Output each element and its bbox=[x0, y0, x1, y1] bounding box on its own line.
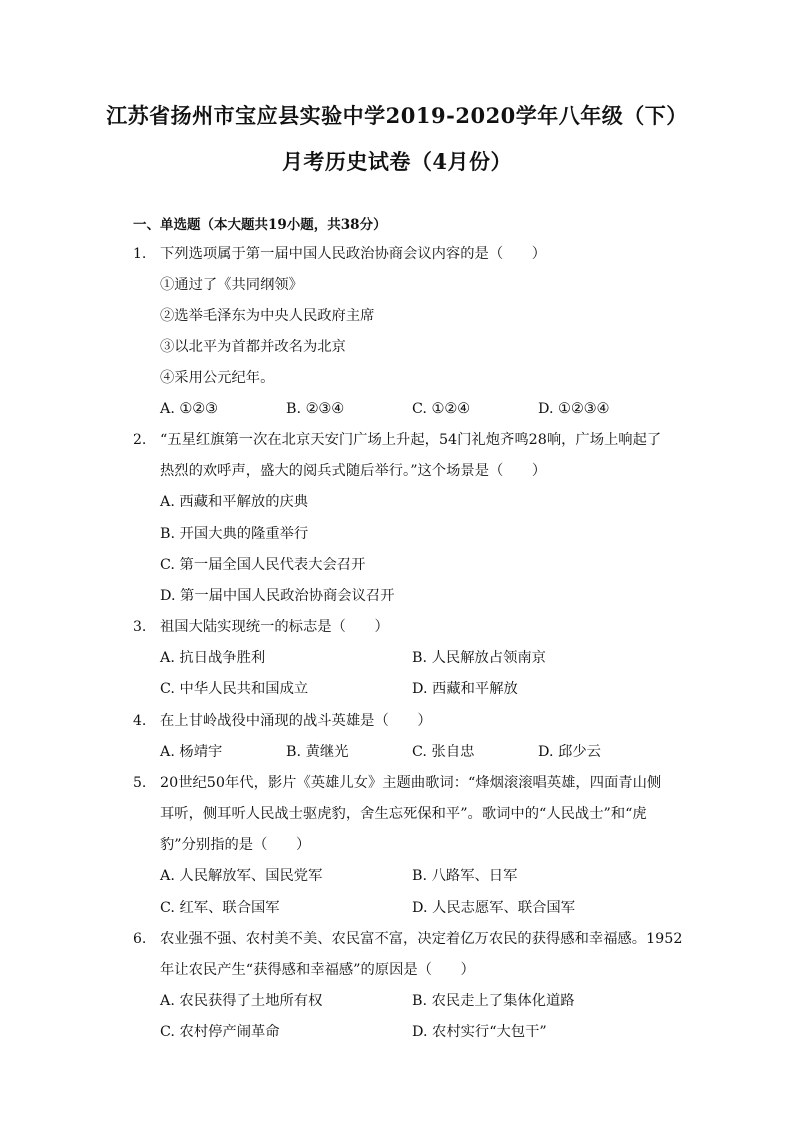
question-stem: 年让农民产生“获得感和幸福感”的原因是（ ） bbox=[160, 962, 475, 978]
option-b: B. 八路军、日军 bbox=[412, 868, 518, 884]
section-heading: 一、单选题（本大题共19小题，共38分） bbox=[133, 217, 387, 233]
option-d: D. 农村实行“大包干” bbox=[412, 1024, 547, 1040]
question-number: 3. bbox=[133, 619, 147, 635]
question-statement: ③以北平为首都并改名为北京 bbox=[160, 339, 346, 355]
question-statement: ②选举毛泽东为中央人民政府主席 bbox=[160, 308, 375, 324]
option-c: C. 中华人民共和国成立 bbox=[160, 681, 309, 697]
question-stem: 祖国大陆实现统一的标志是（ ） bbox=[160, 619, 389, 635]
option-a: A. 人民解放军、国民党军 bbox=[160, 868, 323, 884]
option-d: D. ①②③④ bbox=[538, 401, 610, 417]
question-stem: “五星红旗第一次在北京天安门广场上升起，54门礼炮齐鸣28响，广场上响起了 bbox=[160, 432, 662, 448]
question-stem: 豹”分别指的是（ ） bbox=[160, 837, 311, 853]
question-number: 1. bbox=[133, 246, 147, 262]
option-b: B. 开国大典的隆重举行 bbox=[160, 526, 309, 542]
option-b: B. 人民解放占领南京 bbox=[412, 650, 546, 666]
option-a: A. 抗日战争胜利 bbox=[160, 650, 266, 666]
question-stem: 农业强不强、农村美不美、农民富不富，决定着亿万农民的获得感和幸福感。1952 bbox=[160, 931, 683, 947]
option-b: B. 黄继光 bbox=[286, 744, 349, 760]
option-a: A. ①②③ bbox=[160, 401, 218, 417]
option-c: C. 农村停产闹革命 bbox=[160, 1024, 280, 1040]
question-statement: ④采用公元纪年。 bbox=[160, 370, 275, 386]
option-a: A. 杨靖宇 bbox=[160, 744, 223, 760]
page-title-line-2: 月考历史试卷（4月份） bbox=[281, 149, 513, 174]
option-c: C. 第一届全国人民代表大会召开 bbox=[160, 557, 366, 573]
option-d: D. 人民志愿军、联合国军 bbox=[412, 900, 576, 916]
question-stem: 热烈的欢呼声，盛大的阅兵式随后举行。”这个场景是（ ） bbox=[160, 463, 547, 479]
option-c: C. 张自忠 bbox=[412, 744, 475, 760]
question-stem: 耳听，侧耳听人民战士驱虎豹，舍生忘死保和平”。歌词中的“人民战士”和“虎 bbox=[160, 806, 647, 822]
option-c: C. 红军、联合国军 bbox=[160, 900, 280, 916]
question-stem: 下列选项属于第一届中国人民政治协商会议内容的是（ ） bbox=[160, 246, 547, 262]
option-d: D. 邱少云 bbox=[538, 744, 601, 760]
question-number: 6. bbox=[133, 931, 147, 947]
option-b: B. ②③④ bbox=[286, 401, 345, 417]
page-title-line-1: 江苏省扬州市宝应县实验中学2019-2020学年八年级（下） bbox=[106, 103, 688, 128]
question-number: 2. bbox=[133, 432, 147, 448]
question-number: 5. bbox=[133, 775, 147, 791]
question-stem: 20世纪50年代，影片《英雄儿女》主题曲歌词：“烽烟滚滚唱英雄，四面青山侧 bbox=[160, 775, 662, 791]
question-stem: 在上甘岭战役中涌现的战斗英雄是（ ） bbox=[160, 713, 432, 729]
option-d: D. 西藏和平解放 bbox=[412, 681, 518, 697]
option-a: A. 农民获得了土地所有权 bbox=[160, 993, 323, 1009]
option-b: B. 农民走上了集体化道路 bbox=[412, 993, 575, 1009]
option-d: D. 第一届中国人民政治协商会议召开 bbox=[160, 588, 395, 604]
option-a: A. 西藏和平解放的庆典 bbox=[160, 494, 309, 510]
question-statement: ①通过了《共同纲领》 bbox=[160, 277, 303, 293]
question-number: 4. bbox=[133, 713, 147, 729]
option-c: C. ①②④ bbox=[412, 401, 470, 417]
